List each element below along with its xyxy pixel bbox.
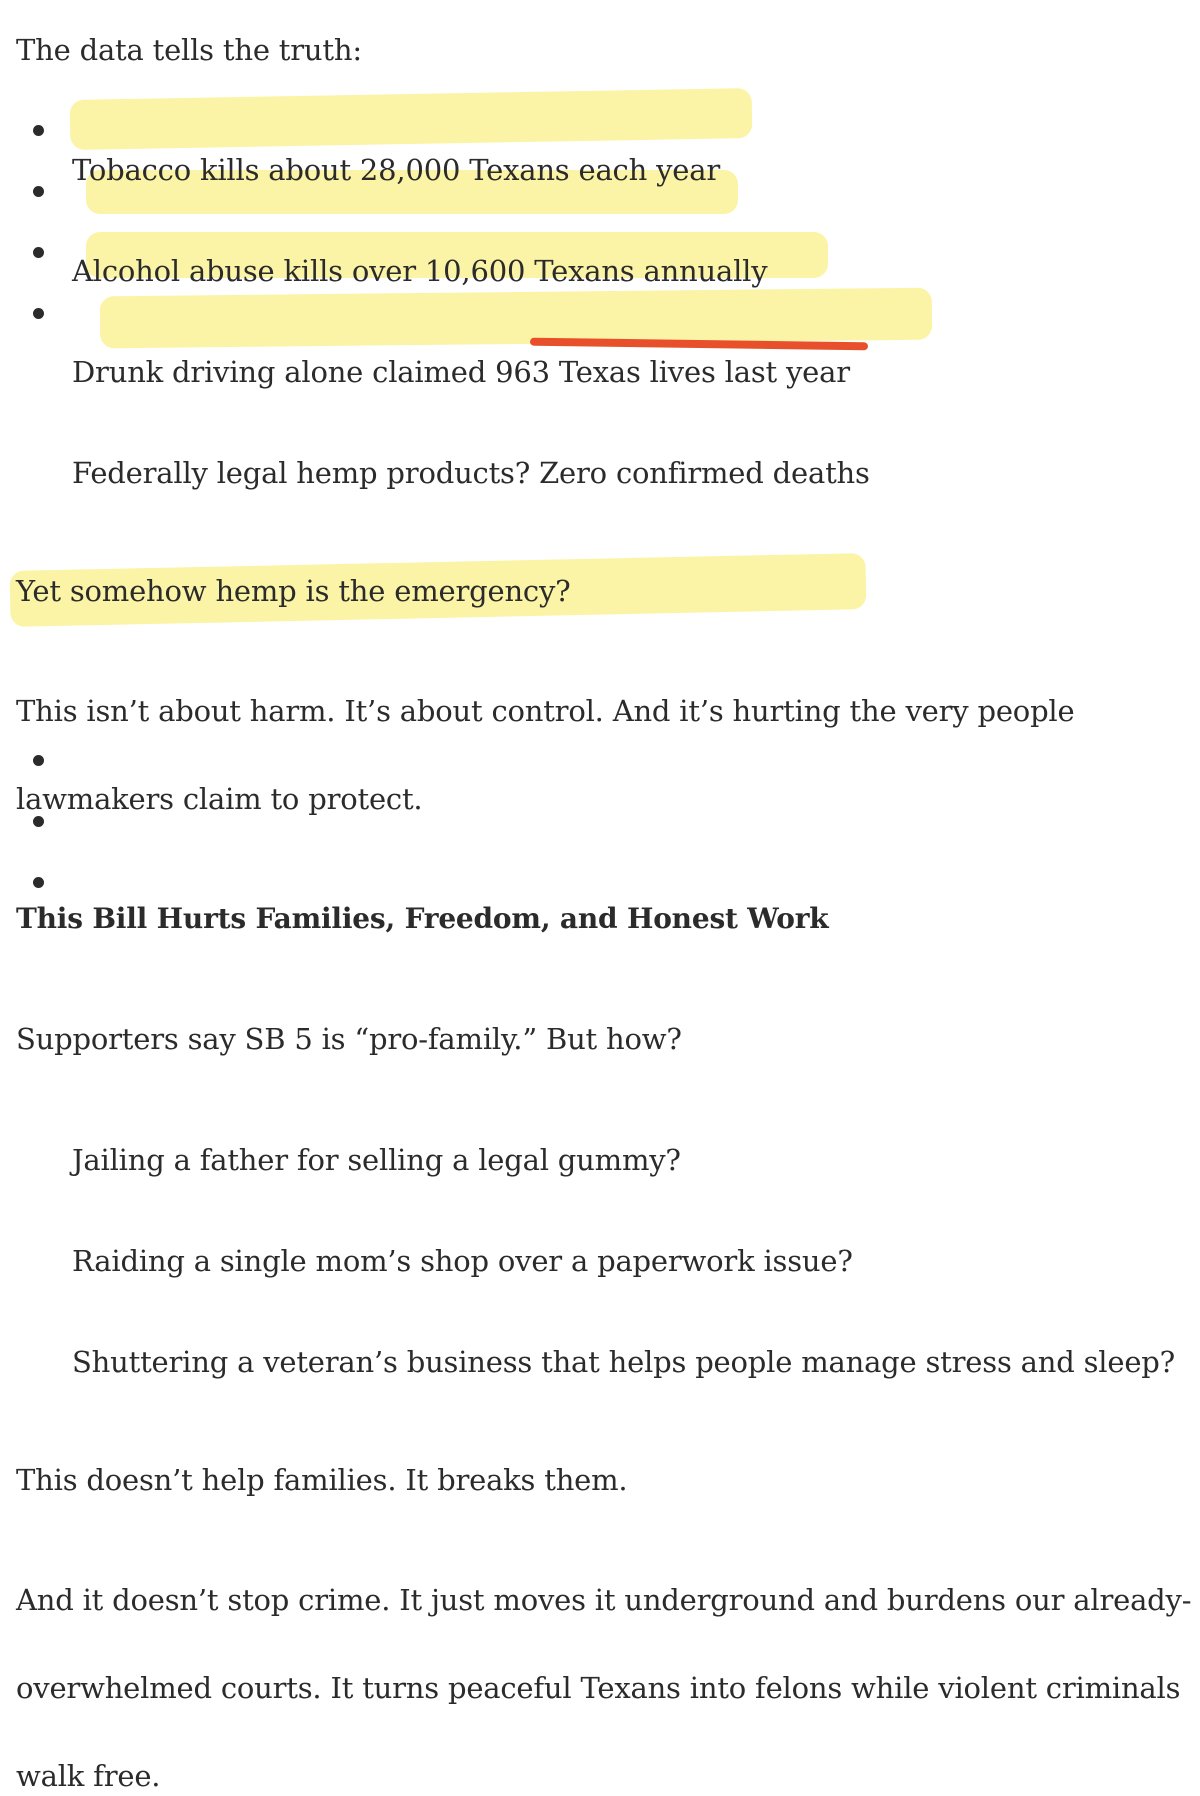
paragraph-line: Supporters say SB 5 is “pro-family.” But how? [16,1022,682,1056]
highlight-mark [70,88,753,150]
bullet-dot [33,308,44,319]
paragraph-line: This doesn’t help families. It breaks them. [16,1463,628,1497]
highlight-mark [100,288,932,349]
list-item: Federally legal hemp products? Zero confirmed deaths [72,456,870,490]
bullet-dot [33,877,44,888]
list-item: Raiding a single mom’s shop over a paperwork issue? [72,1244,853,1278]
list-item: Drunk driving alone claimed 963 Texas lives last year [72,355,850,389]
question-text: Yet somehow hemp is the emergency? [16,574,571,608]
paragraph-line: And it doesn’t stop crime. It just moves it underground and burdens our already- [16,1583,1192,1617]
section-heading: This Bill Hurts Families, Freedom, and Honest Work [16,902,829,935]
paragraph-line: lawmakers claim to protect. [16,782,423,816]
bullet-dot [33,755,44,766]
list-item: Tobacco kills about 28,000 Texans each year [72,153,720,187]
list-item: Jailing a father for selling a legal gummy? [72,1143,681,1177]
bullet-dot [33,125,44,136]
intro-text: The data tells the truth: [16,33,362,67]
paragraph-line: overwhelmed courts. It turns peaceful Texans into felons while violent criminals [16,1671,1181,1705]
paragraph-line: walk free. [16,1759,161,1793]
paragraph-line: This isn’t about harm. It’s about control. And it’s hurting the very people [16,694,1075,728]
bullet-dot [33,186,44,197]
bullet-dot [33,247,44,258]
list-item: Alcohol abuse kills over 10,600 Texans annually [72,254,768,288]
list-item: Shuttering a veteran’s business that helps people manage stress and sleep? [72,1345,1175,1379]
